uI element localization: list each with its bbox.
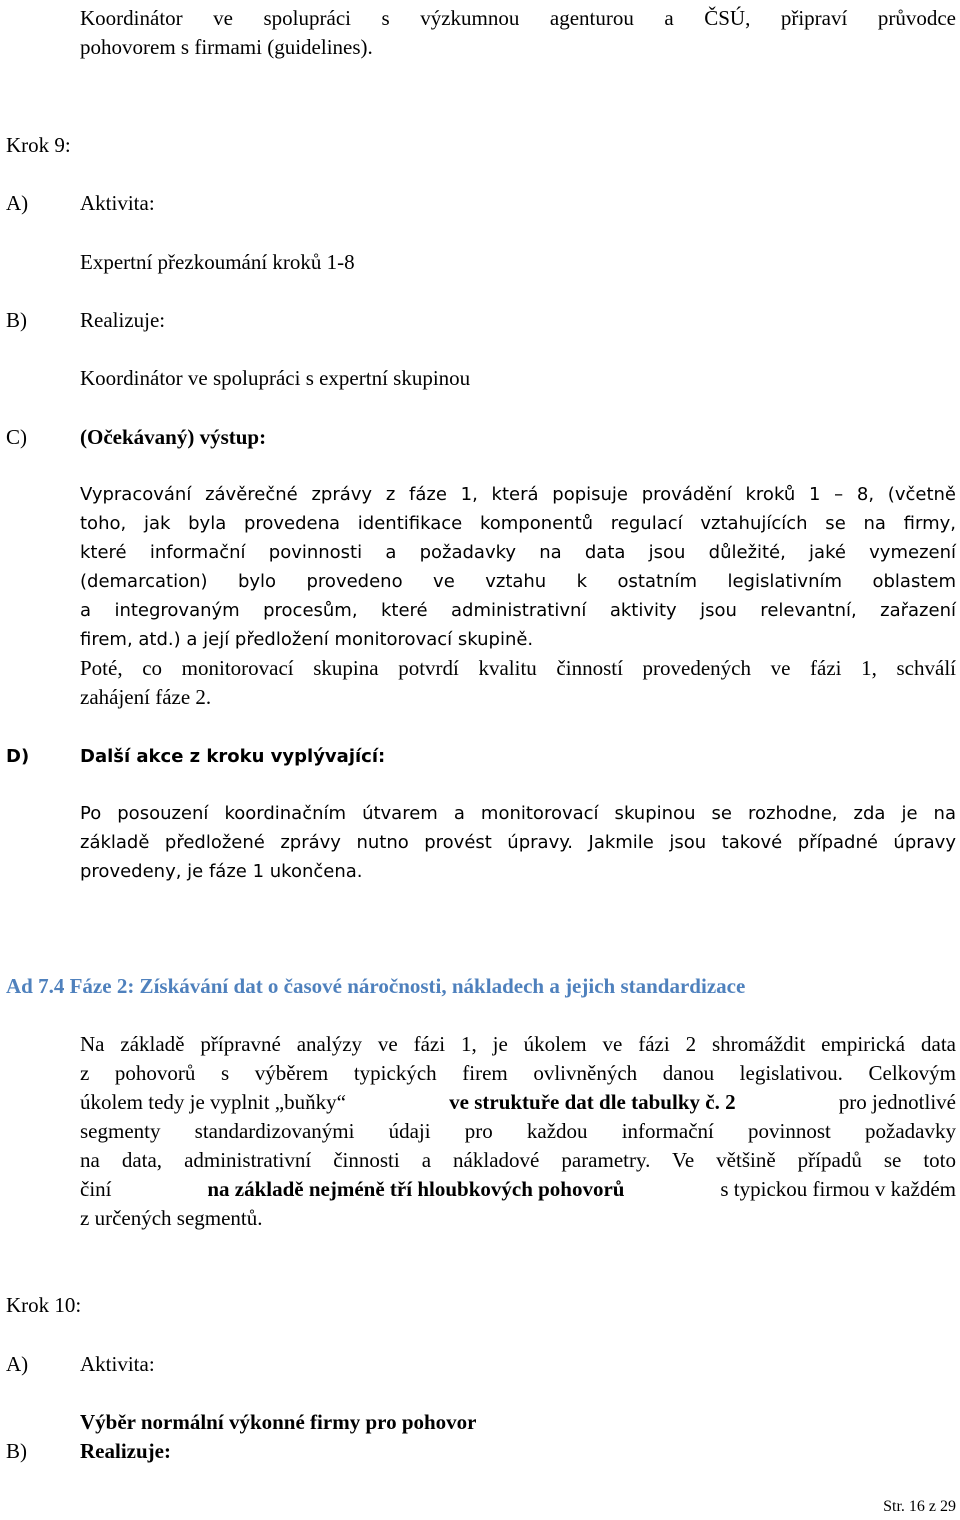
section-heading: Ad 7.4 Fáze 2: Získávání dat o časové náročnosti, nákladech a jejich standardizace <box>6 974 746 998</box>
page-number: Str. 16 z 29 <box>883 1498 956 1515</box>
output-line: Vypracování závěrečné zprávy z fáze 1, která popisuje provádění kroků 1 – 8, (včetně <box>80 484 956 505</box>
item-marker: C) <box>6 425 27 449</box>
emphasis-run: na základě nejméně tří hloubkových pohovorů <box>207 1177 625 1201</box>
item-marker: B) <box>6 308 27 332</box>
item-marker: B) <box>6 1439 27 1463</box>
item-label: Realizuje: <box>80 308 166 332</box>
step-title: Krok 9: <box>6 133 71 157</box>
item-label: Aktivita: <box>80 1352 155 1376</box>
paragraph-line: na data, administrativní činnosti a nákladové parametry. Ve většině případů se toto <box>80 1148 956 1172</box>
paragraph-line <box>80 1088 956 1117</box>
output-line: toho, jak byla provedena identifikace komponentů regulací vztahujících se na firmy, <box>80 513 956 534</box>
output-line: a integrovaným procesům, které administrativní aktivity jsou relevantní, zařazení <box>80 600 956 621</box>
item-marker: A) <box>6 1352 29 1376</box>
text-run: činí <box>80 1177 112 1201</box>
paragraph-line: z určených segmentů. <box>80 1206 263 1230</box>
followup-line: Po posouzení koordinačním útvarem a monitorovací skupinou se rozhodne, zda je na <box>80 803 956 824</box>
item-label: Realizuje: <box>80 1439 171 1463</box>
paragraph-line: z pohovorů s výběrem typických firem ovlivněných danou legislativou. Celkovým <box>80 1061 956 1085</box>
output-line: firem, atd.) a její předložení monitorovací skupině. <box>80 629 534 650</box>
item-text: Koordinátor ve spolupráci s expertní skupinou <box>80 366 471 390</box>
intro-line: pohovorem s firmami (guidelines). <box>80 35 373 59</box>
item-text: Výběr normální výkonné firmy pro pohovor <box>80 1410 477 1434</box>
output-line: zahájení fáze 2. <box>80 685 212 709</box>
item-text: Expertní přezkoumání kroků 1-8 <box>80 250 355 274</box>
item-label: (Očekávaný) výstup: <box>80 425 267 449</box>
followup-line: provedeny, je fáze 1 ukončena. <box>80 861 363 882</box>
item-marker: D) <box>6 746 30 767</box>
item-label: Další akce z kroku vyplývající: <box>80 746 386 767</box>
intro-line: Koordinátor ve spolupráci s výzkumnou agenturou a ČSÚ, připraví průvodce <box>80 6 956 30</box>
text-run: úkolem tedy je vyplnit „buňky“ <box>80 1090 346 1114</box>
paragraph-line: Na základě přípravné analýzy ve fázi 1, je úkolem ve fázi 2 shromáždit empirická data <box>80 1032 956 1056</box>
item-marker: A) <box>6 191 29 215</box>
followup-line: základě předložené zprávy nutno provést úpravy. Jakmile jsou takové případné úpravy <box>80 832 956 853</box>
item-label: Aktivita: <box>80 191 155 215</box>
paragraph-line <box>80 1175 956 1204</box>
text-run: pro jednotlivé <box>838 1090 956 1114</box>
step-title: Krok 10: <box>6 1293 82 1317</box>
output-line: které informační povinnosti a požadavky na data jsou důležité, jaké vymezení <box>80 542 956 563</box>
text-run: s typickou firmou v každém <box>720 1177 956 1201</box>
output-line: (demarcation) bylo provedeno ve vztahu k ostatním legislativním oblastem <box>80 571 956 592</box>
emphasis-run: ve struktuře dat dle tabulky č. 2 <box>449 1090 736 1114</box>
output-line: Poté, co monitorovací skupina potvrdí kvalitu činností provedených ve fázi 1, schválí <box>80 656 956 680</box>
paragraph-line: segmenty standardizovanými údaji pro každou informační povinnost požadavky <box>80 1119 956 1143</box>
